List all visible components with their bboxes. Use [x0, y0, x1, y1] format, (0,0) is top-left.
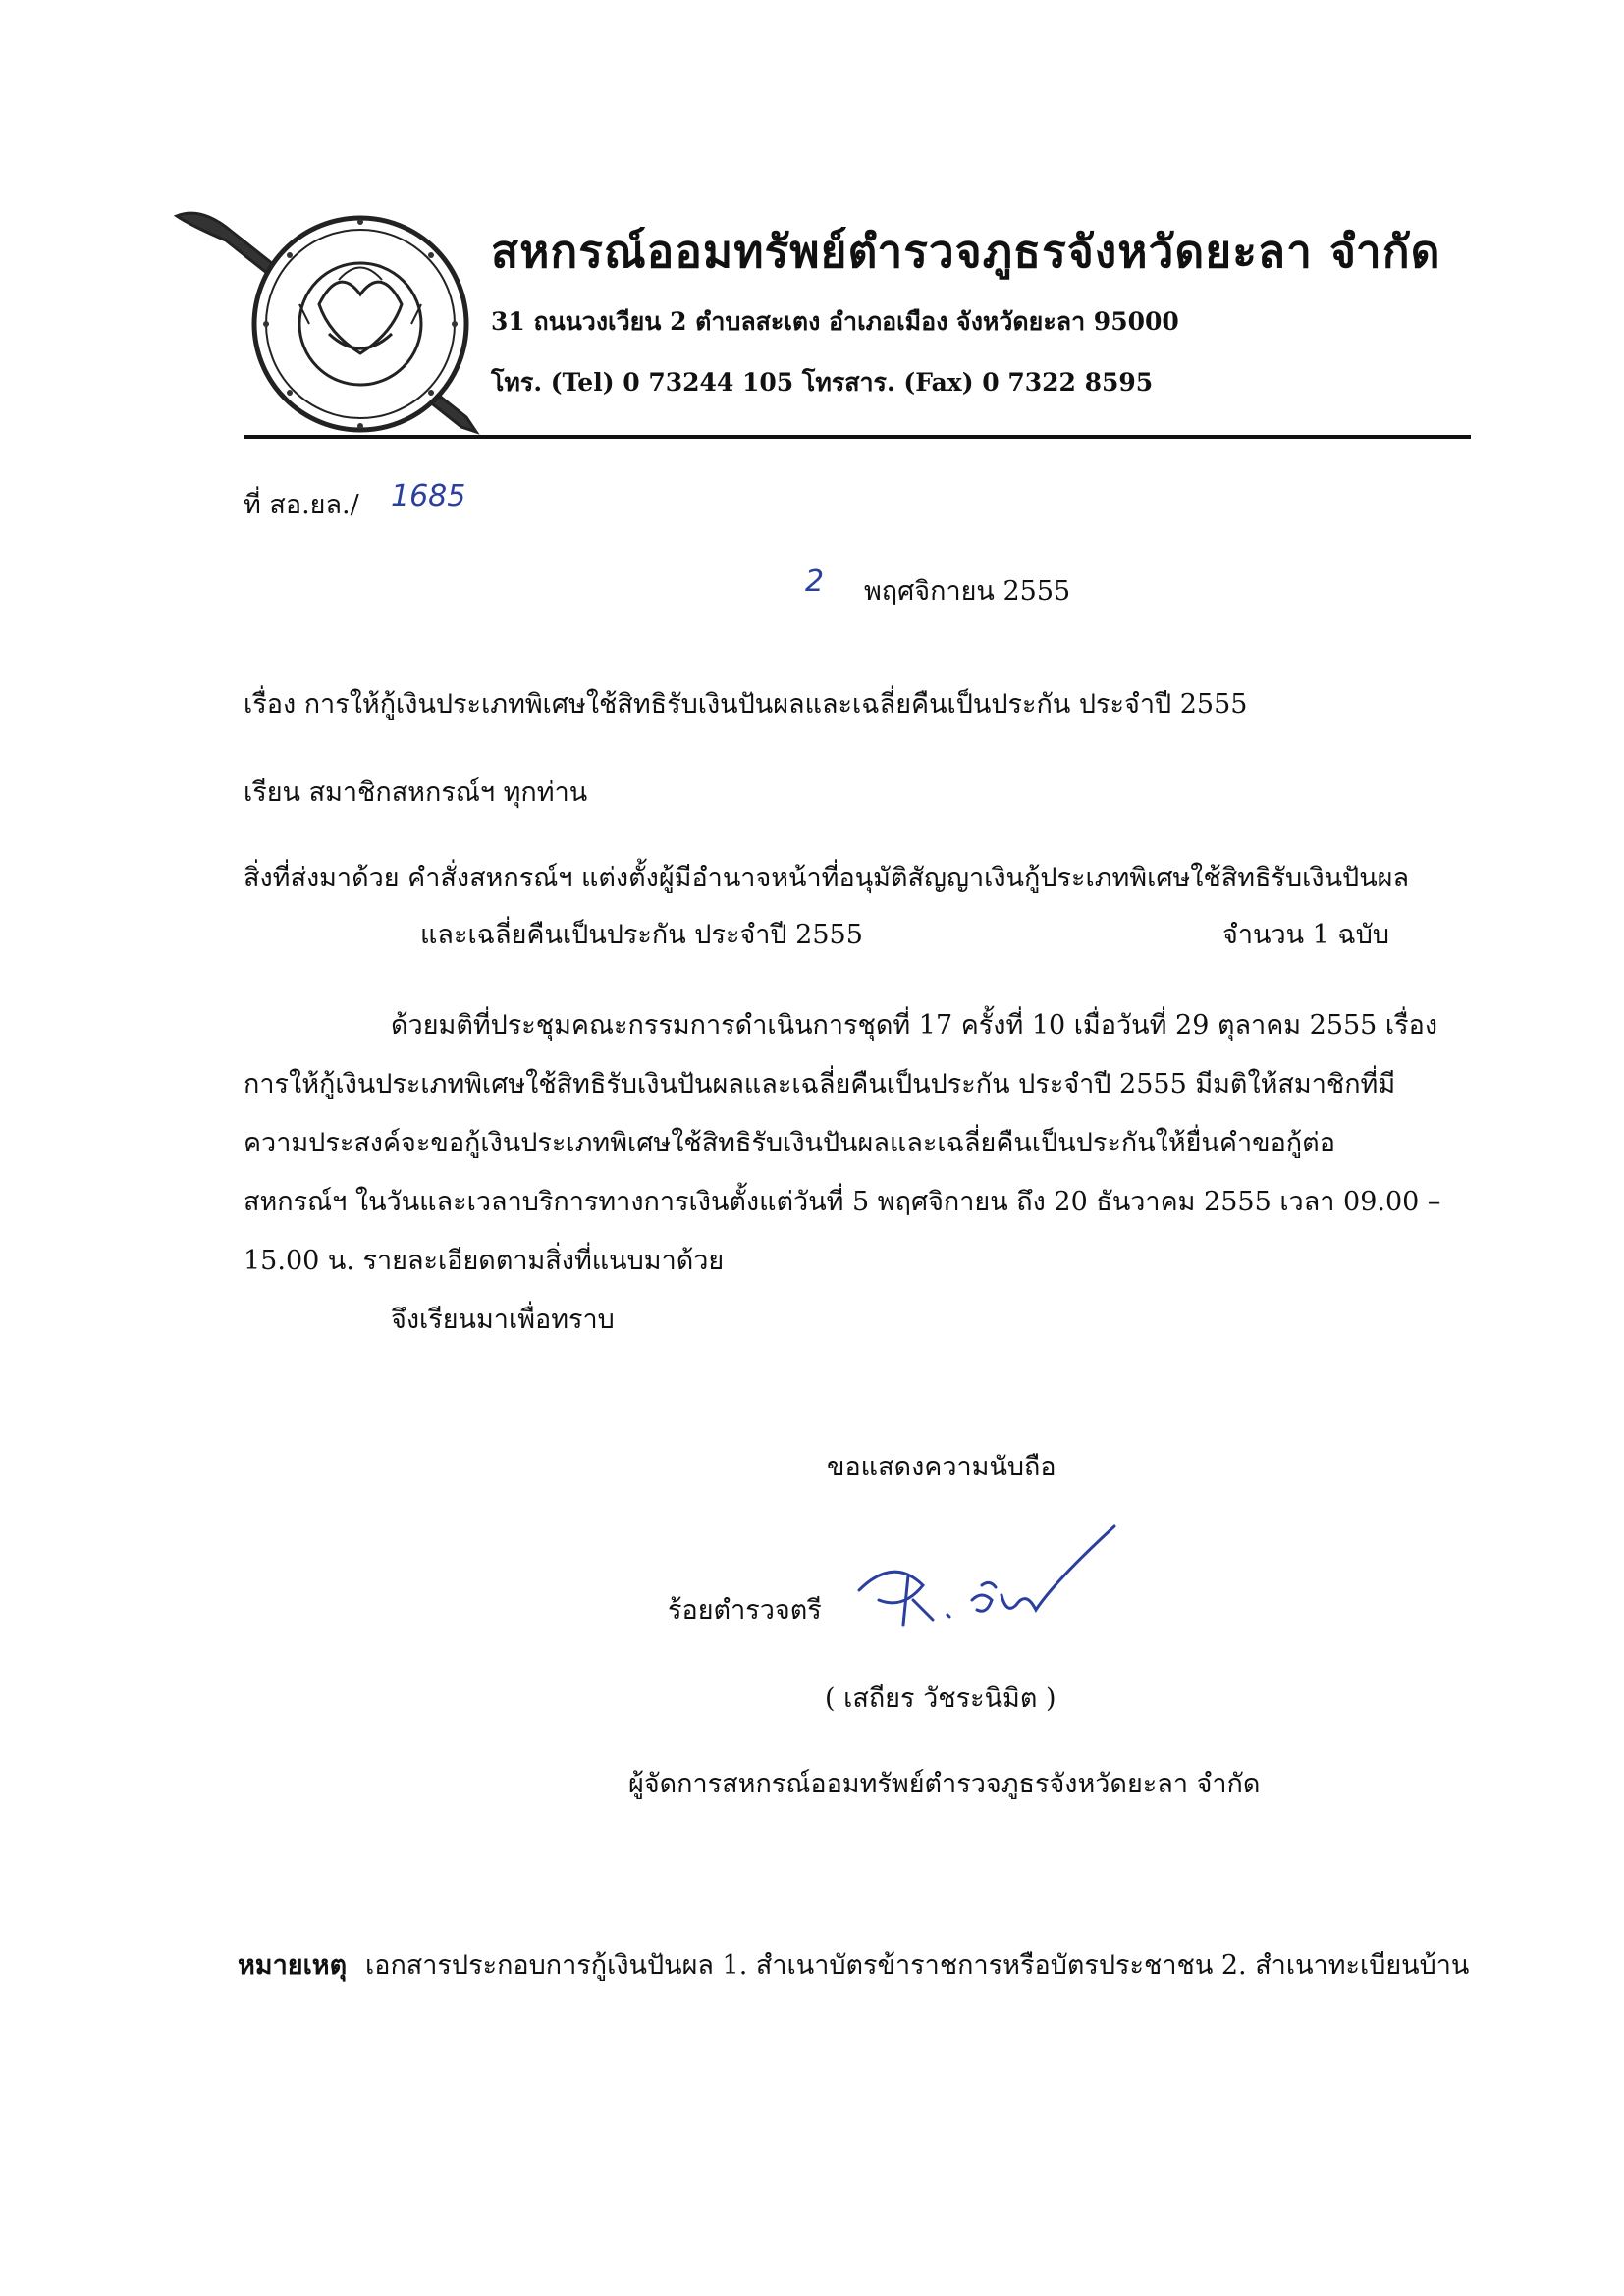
- organization-name: สหกรณ์ออมทรัพย์ตำรวจภูธรจังหวัดยะลา จำกัด: [491, 225, 1441, 278]
- body-line: ความประสงค์จะขอกู้เงินประเภทพิเศษใช้สิทธิรับเงินปันผลและเฉลี่ยคืนเป็นประกันให้ยื่นคำขอกู้ต่อ: [244, 1128, 1335, 1158]
- body-line: ด้วยมติที่ประชุมคณะกรรมการดำเนินการชุดที่ 17 ครั้งที่ 10 เมื่อวันที่ 29 ตุลาคม 2555 เรื่อง: [391, 1010, 1438, 1041]
- reference-label: ที่ สอ.ยล./: [244, 490, 359, 520]
- body-line: สหกรณ์ฯ ในวันและเวลาบริการทางการเงินตั้งแต่วันที่ 5 พฤศจิกายน ถึง 20 ธันวาคม 2555 เวลา 09.00 –: [244, 1187, 1441, 1217]
- signatory-name: ( เสถียร วัชระนิมิต ): [825, 1683, 1056, 1714]
- organization-address: 31 ถนนวงเวียน 2 ตำบลสะเตง อำเภอเมือง จังหวัดยะลา 95000: [491, 307, 1179, 336]
- note-text: เอกสารประกอบการกู้เงินปันผล 1. สำเนาบัตรข้าราชการหรือบัตรประชาชน 2. สำเนาทะเบียนบ้าน: [365, 1950, 1470, 1981]
- regards: ขอแสดงความนับถือ: [827, 1452, 1056, 1482]
- enclosure-line-1: สิ่งที่ส่งมาด้วย คำสั่งสหกรณ์ฯ แต่งตั้งผู้มีอำนาจหน้าที่อนุมัติสัญญาเงินกู้ประเภทพิเศษใช้สิทธิรับเงินปันผล: [244, 863, 1410, 893]
- closing-line: จึงเรียนมาเพื่อทราบ: [391, 1305, 615, 1335]
- header-divider: [244, 435, 1471, 439]
- enclosure-quantity: จำนวน 1 ฉบับ: [1222, 920, 1390, 950]
- salutation: เรียน สมาชิกสหกรณ์ฯ ทุกท่าน: [244, 777, 588, 808]
- date-day-handwritten: 2: [805, 564, 825, 599]
- body-line: 15.00 น. รายละเอียดตามสิ่งที่แนบมาด้วย: [244, 1246, 725, 1276]
- cooperative-seal-logo: [172, 187, 496, 442]
- signatory-rank: ร้อยตำรวจตรี: [668, 1595, 822, 1626]
- date-month-year: พฤศจิกายน 2555: [864, 576, 1071, 607]
- handwritten-signature: [854, 1517, 1119, 1644]
- signatory-position: ผู้จัดการสหกรณ์ออมทรัพย์ตำรวจภูธรจังหวัดยะลา จำกัด: [628, 1769, 1261, 1799]
- note-label: หมายเหตุ: [238, 1950, 348, 1981]
- subject-line: เรื่อง การให้กู้เงินประเภทพิเศษใช้สิทธิรับเงินปันผลและเฉลี่ยคืนเป็นประกัน ประจำปี 2555: [244, 689, 1248, 720]
- enclosure-line-2: และเฉลี่ยคืนเป็นประกัน ประจำปี 2555: [420, 920, 863, 950]
- organization-phone: โทร. (Tel) 0 73244 105 โทรสาร. (Fax) 0 7322 8595: [491, 368, 1154, 397]
- body-line: การให้กู้เงินประเภทพิเศษใช้สิทธิรับเงินปันผลและเฉลี่ยคืนเป็นประกัน ประจำปี 2555 มีมติให้สมาชิกที่มี: [244, 1069, 1396, 1099]
- reference-number-handwritten: 1685: [391, 479, 466, 513]
